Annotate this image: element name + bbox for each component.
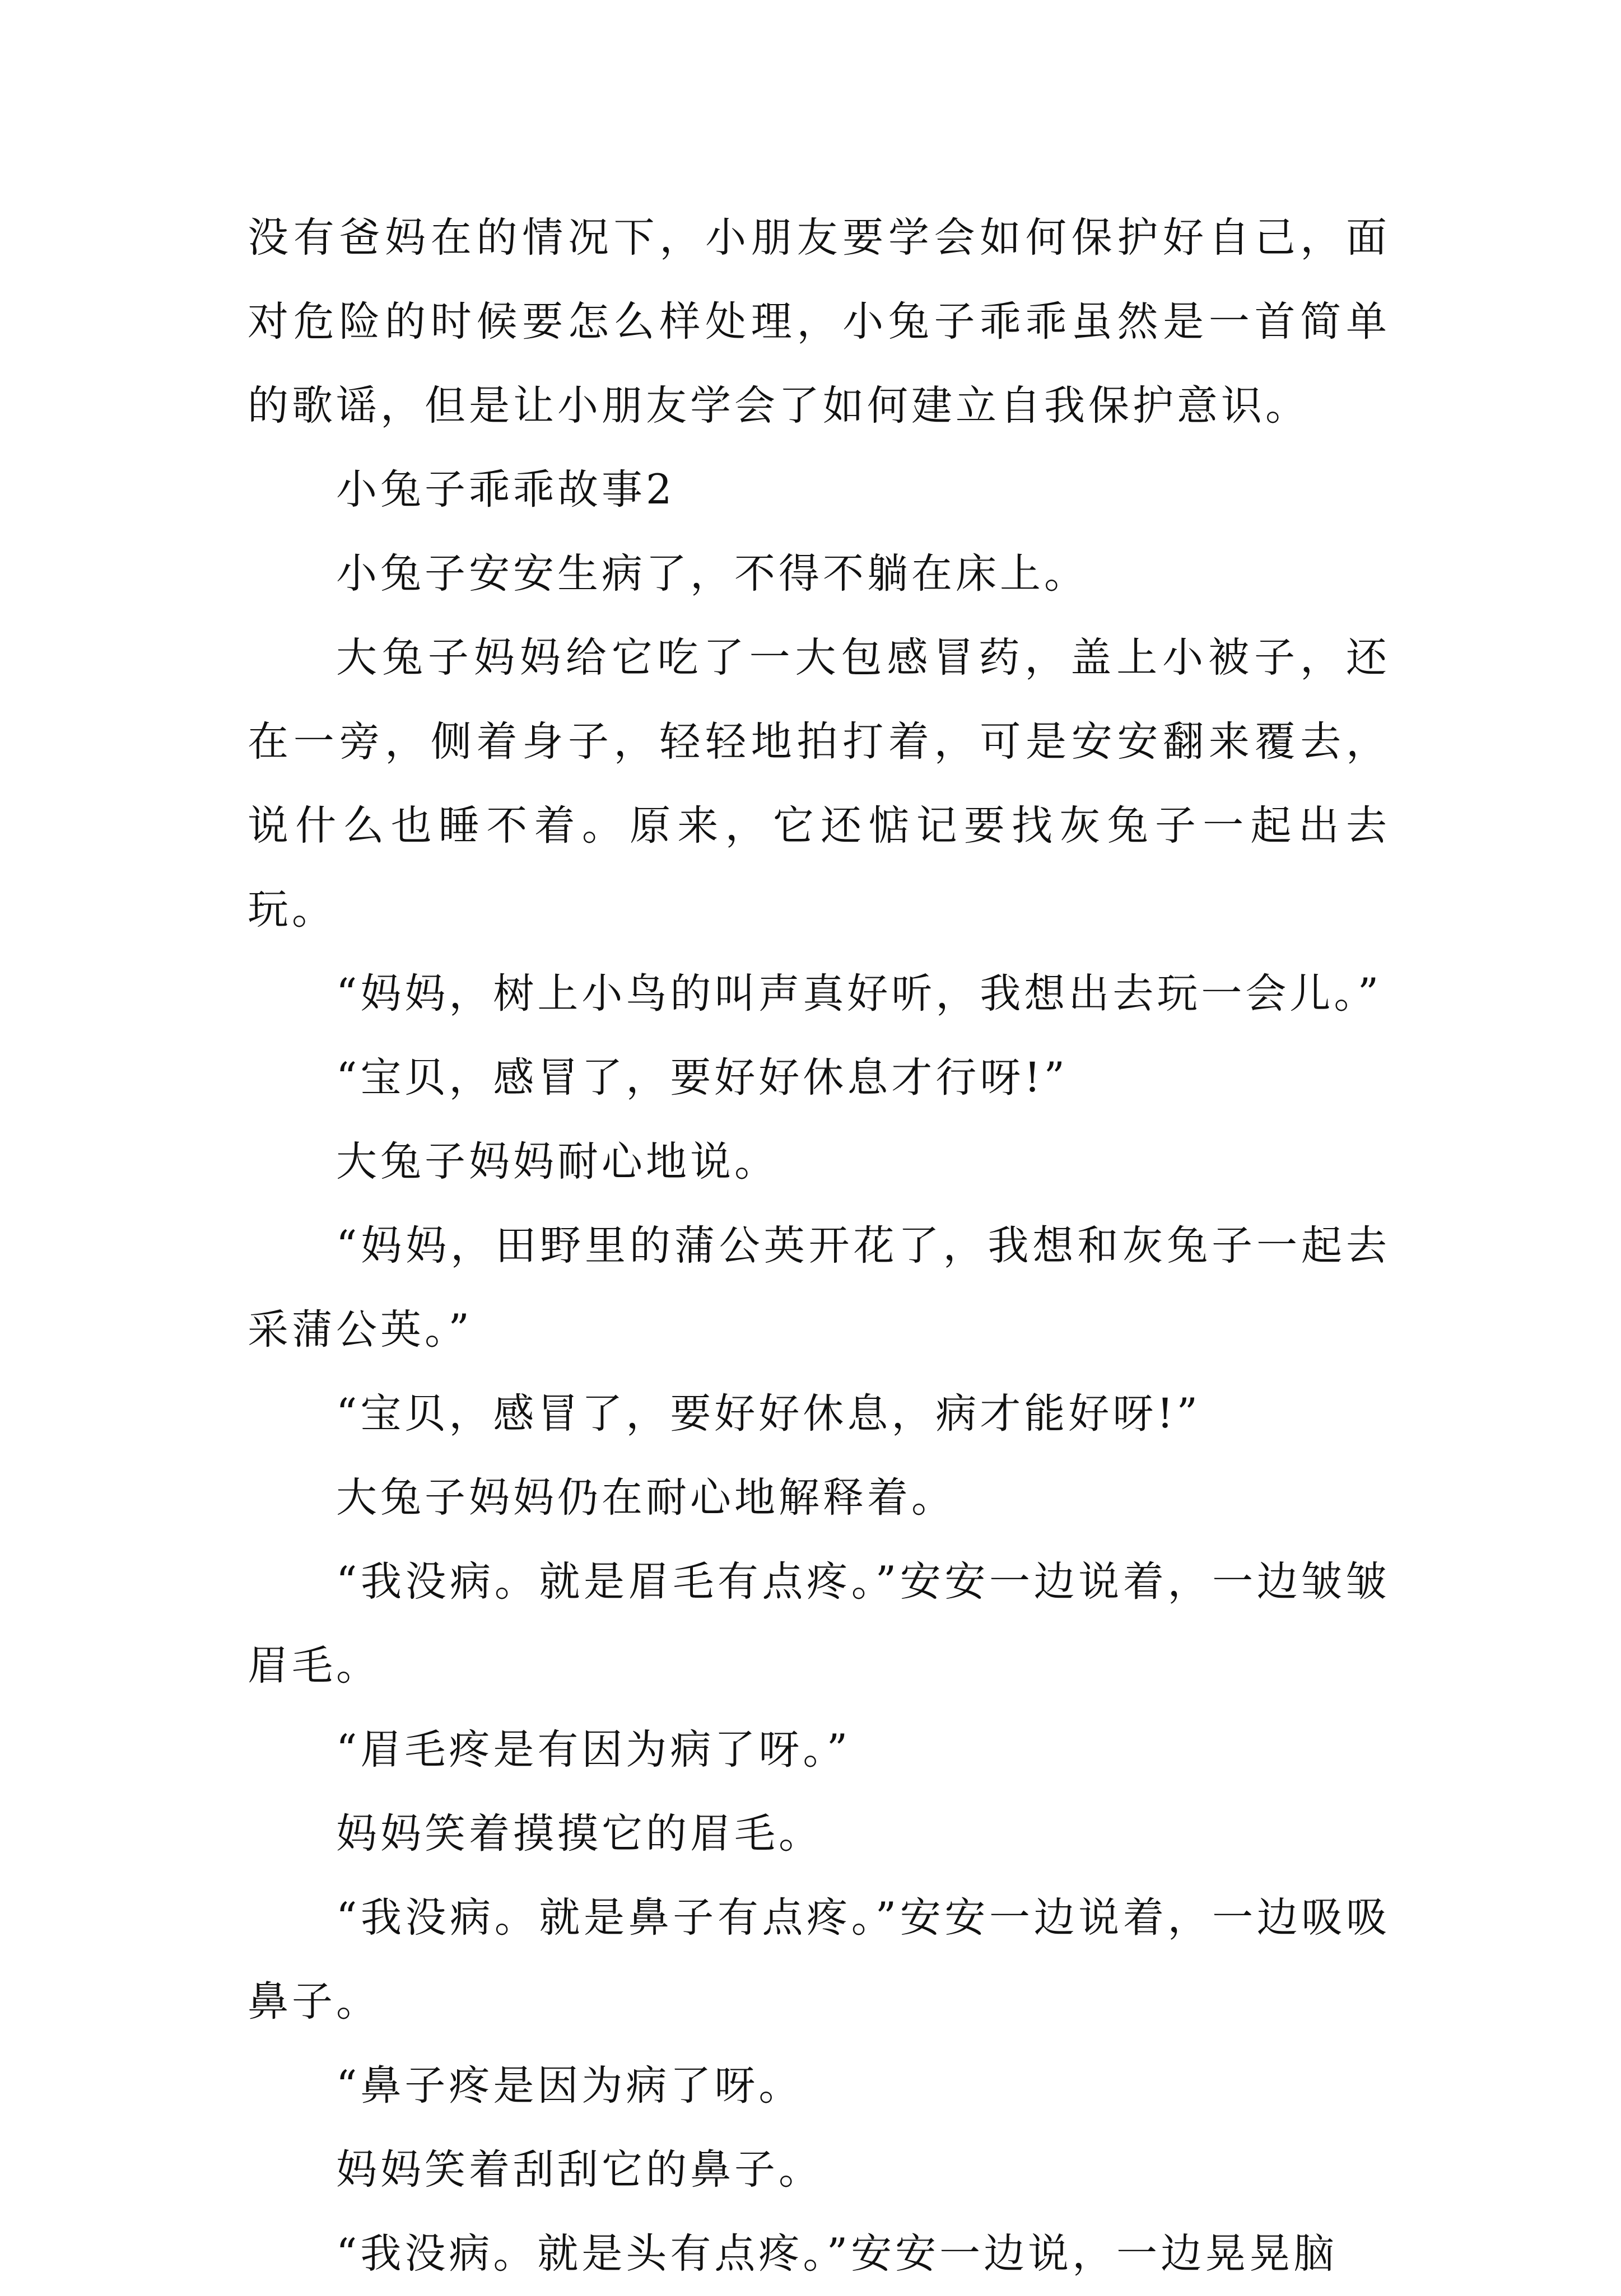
paragraph: “我没病。就是鼻子有点疼。”安安一边说着，一边吸吸鼻子。	[248, 1894, 1390, 2026]
story-text	[248, 196, 1390, 2296]
section-heading: 小兔子乖乖故事2	[336, 466, 676, 514]
paragraph: 大兔子妈妈仍在耐心地解释着。	[336, 1474, 956, 1522]
paragraph: “我没病。就是头有点疼。”安安一边说，一边晃晃脑	[336, 2230, 1338, 2278]
paragraph: 大兔子妈妈给它吃了一大包感冒药，盖上小被子，还在一旁，侧着身子，轻轻地拍打着，可是安安翻来覆去，说什么也睡不着。原来，它还惦记要找灰兔子一起出去玩。	[248, 634, 1390, 934]
paragraph: 小兔子安安生病了，不得不躺在床上。	[336, 550, 1088, 598]
paragraph: “我没病。就是眉毛有点疼。”安安一边说着，一边皱皱眉毛。	[248, 1558, 1390, 1690]
paragraph: “妈妈，树上小鸟的叫声真好听，我想出去玩一会儿。”	[336, 970, 1382, 1018]
paragraph: 没有爸妈在的情况下，小朋友要学会如何保护好自己，面对危险的时候要怎么样处理，小兔子乖乖虽然是一首简单的歌谣，但是让小朋友学会了如何建立自我保护意识。	[248, 214, 1390, 430]
paragraph: 妈妈笑着摸摸它的眉毛。	[336, 1810, 823, 1858]
paragraph: 大兔子妈妈耐心地说。	[336, 1138, 779, 1186]
paragraph: “眉毛疼是有因为病了呀。”	[336, 1726, 851, 1774]
paragraph: “鼻子疼是因为病了呀。	[336, 2062, 803, 2110]
paragraph: 妈妈笑着刮刮它的鼻子。	[336, 2146, 823, 2194]
paragraph: “妈妈，田野里的蒲公英开花了，我想和灰兔子一起去采蒲公英。”	[248, 1222, 1390, 1354]
paragraph: “宝贝，感冒了，要好好休息，病才能好呀!”	[336, 1390, 1201, 1438]
paragraph: “宝贝，感冒了，要好好休息才行呀!”	[336, 1054, 1068, 1102]
